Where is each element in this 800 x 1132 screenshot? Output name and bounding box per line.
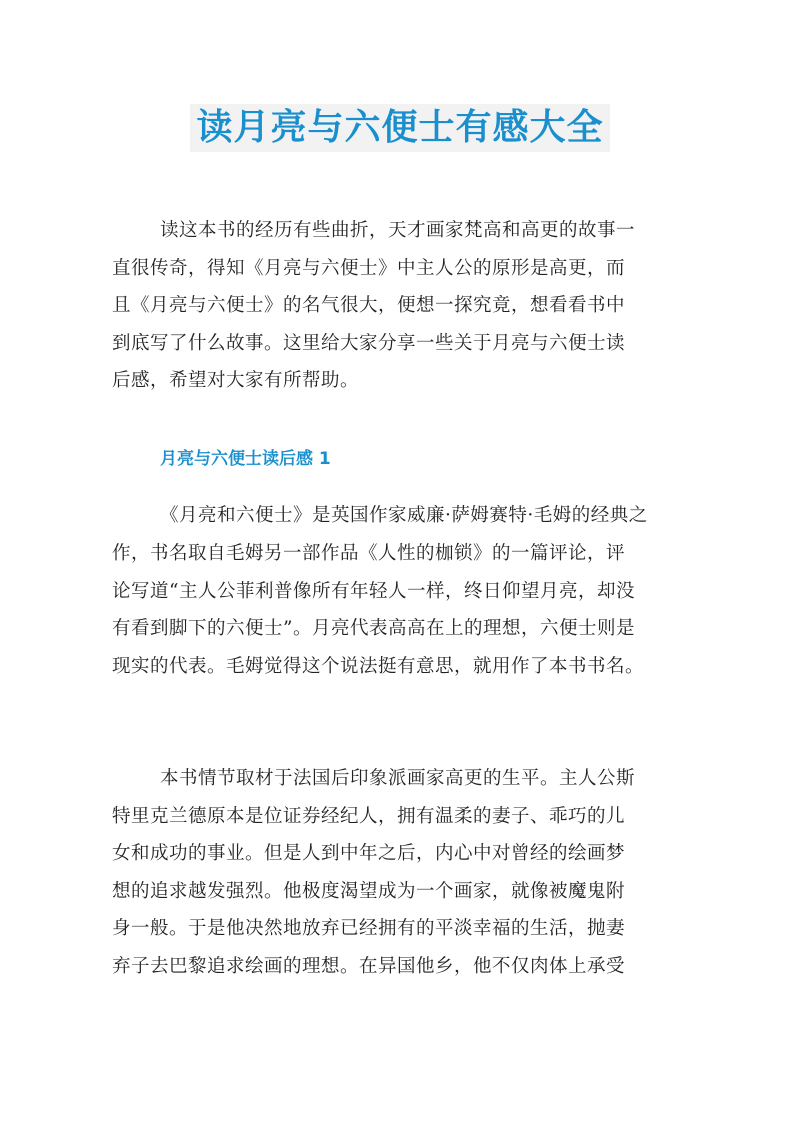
intro-line: 后感，希望对大家有所帮助。 bbox=[112, 370, 360, 391]
intro-line: 且《月亮与六便士》的名气很大，便想一探究竟，想看看书中 bbox=[112, 295, 626, 316]
paragraph-line: 作，书名取自毛姆另一部作品《人性的枷锁》的一篇评论，评 bbox=[112, 543, 626, 564]
paragraph-line: 身一般。于是他决然地放弃已经拥有的平淡幸福的生活，抛妻 bbox=[112, 918, 626, 939]
paragraph-line: 现实的代表。毛姆觉得这个说法挺有意思，就用作了本书书名。 bbox=[112, 656, 645, 677]
paragraph-line: 有看到脚下的六便士”。月亮代表高高在上的理想，六便士则是 bbox=[112, 618, 635, 639]
paragraph-line: 论写道“主人公菲利普像所有年轻人一样，终日仰望月亮，却没 bbox=[112, 581, 635, 602]
title-container bbox=[0, 104, 800, 152]
section-heading: 月亮与六便士读后感 1 bbox=[160, 449, 331, 469]
page-title: 读月亮与六便士有感大全 bbox=[190, 104, 609, 152]
paragraph-line: 本书情节取材于法国后印象派画家高更的生平。主人公斯 bbox=[160, 768, 636, 789]
paragraph-line: 弃子去巴黎追求绘画的理想。在异国他乡，他不仅肉体上承受 bbox=[112, 956, 626, 977]
paragraph-line: 《月亮和六便士》是英国作家威廉·萨姆赛特·毛姆的经典之 bbox=[160, 505, 648, 526]
paragraph-line: 女和成功的事业。但是人到中年之后，内心中对曾经的绘画梦 bbox=[112, 843, 626, 864]
intro-line: 直很传奇，得知《月亮与六便士》中主人公的原形是高更，而 bbox=[112, 258, 626, 279]
intro-line: 读这本书的经历有些曲折，天才画家梵高和高更的故事一 bbox=[160, 220, 636, 241]
paragraph-line: 特里克兰德原本是位证券经纪人，拥有温柔的妻子、乖巧的儿 bbox=[112, 806, 626, 827]
paragraph-line: 想的追求越发强烈。他极度渴望成为一个画家，就像被魔鬼附 bbox=[112, 881, 626, 902]
intro-line: 到底写了什么故事。这里给大家分享一些关于月亮与六便士读 bbox=[112, 333, 626, 354]
